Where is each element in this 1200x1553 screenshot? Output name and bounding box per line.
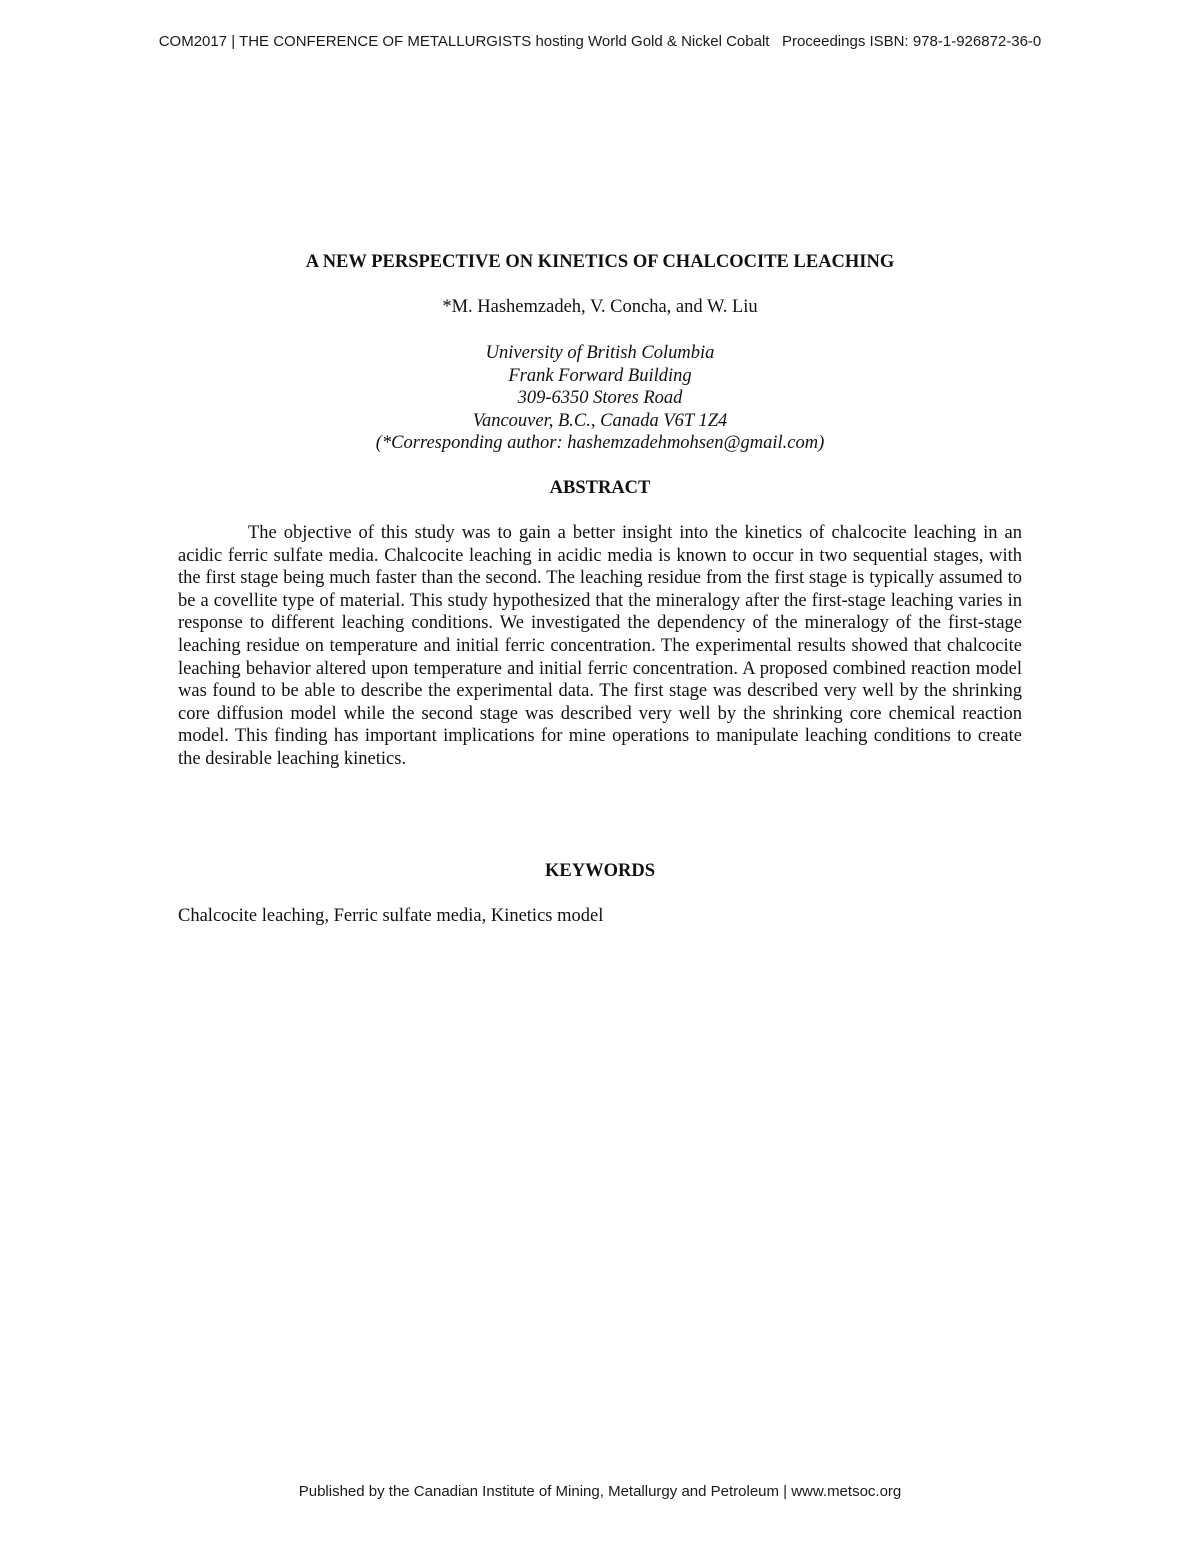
affiliation-institution: University of British Columbia <box>485 343 715 363</box>
affiliation-city: Vancouver, B.C., Canada V6T 1Z4 <box>472 410 728 431</box>
running-header: COM2017 | THE CONFERENCE OF METALLURGISTS hosting World Gold & Nickel Cobalt Proceedings ISBN: 978-1-926872-36-0 <box>158 33 1042 50</box>
affiliation-street: 309-6350 Stores Road <box>517 388 683 408</box>
affiliation-building: Frank Forward Building <box>508 365 692 386</box>
paper-title: A NEW PERSPECTIVE ON KINETICS OF CHALCOCITE LEACHING <box>305 252 895 272</box>
abstract-heading: ABSTRACT <box>549 478 651 498</box>
page-footer: Published by the Canadian Institute of Mining, Metallurgy and Petroleum | www.metsoc.org <box>298 1483 902 1500</box>
keywords-heading: KEYWORDS <box>545 861 655 881</box>
abstract-text: The objective of this study was to gain a better insight into the kinetics of chalcocite leaching in an acidic ferric sulfate media. Chalcocite leaching in acidic media is known to occur in two sequential stages, with the first stage being much faster than the second. The leaching residue from the first stage is typically assumed to be a covellite type of material. This study hypothesized that the mineralogy after the first-stage leaching varies in response to different leaching conditions. We investigated the dependency of the mineralogy of the first-stage leaching residue on temperature and initial ferric concentration. The experimental results showed that chalcocite leaching behavior altered upon temperature and initial ferric concentration. A proposed combined reaction model was found to be able to describe the experimental data. The first stage was described very well by the shrinking core diffusion model while the second stage was described very well by the shrinking core chemical reaction model. This finding has important implications for mine operations to manipulate leaching conditions to create the desirable leaching kinetics. <box>178 523 1022 769</box>
affiliation-block <box>0 342 1200 455</box>
corresponding-author: (*Corresponding author: hashemzadehmohsen@gmail.com) <box>375 433 825 453</box>
author-list: *M. Hashemzadeh, V. Concha, and W. Liu <box>442 297 758 317</box>
keywords-text: Chalcocite leaching, Ferric sulfate media, Kinetics model <box>178 906 604 926</box>
